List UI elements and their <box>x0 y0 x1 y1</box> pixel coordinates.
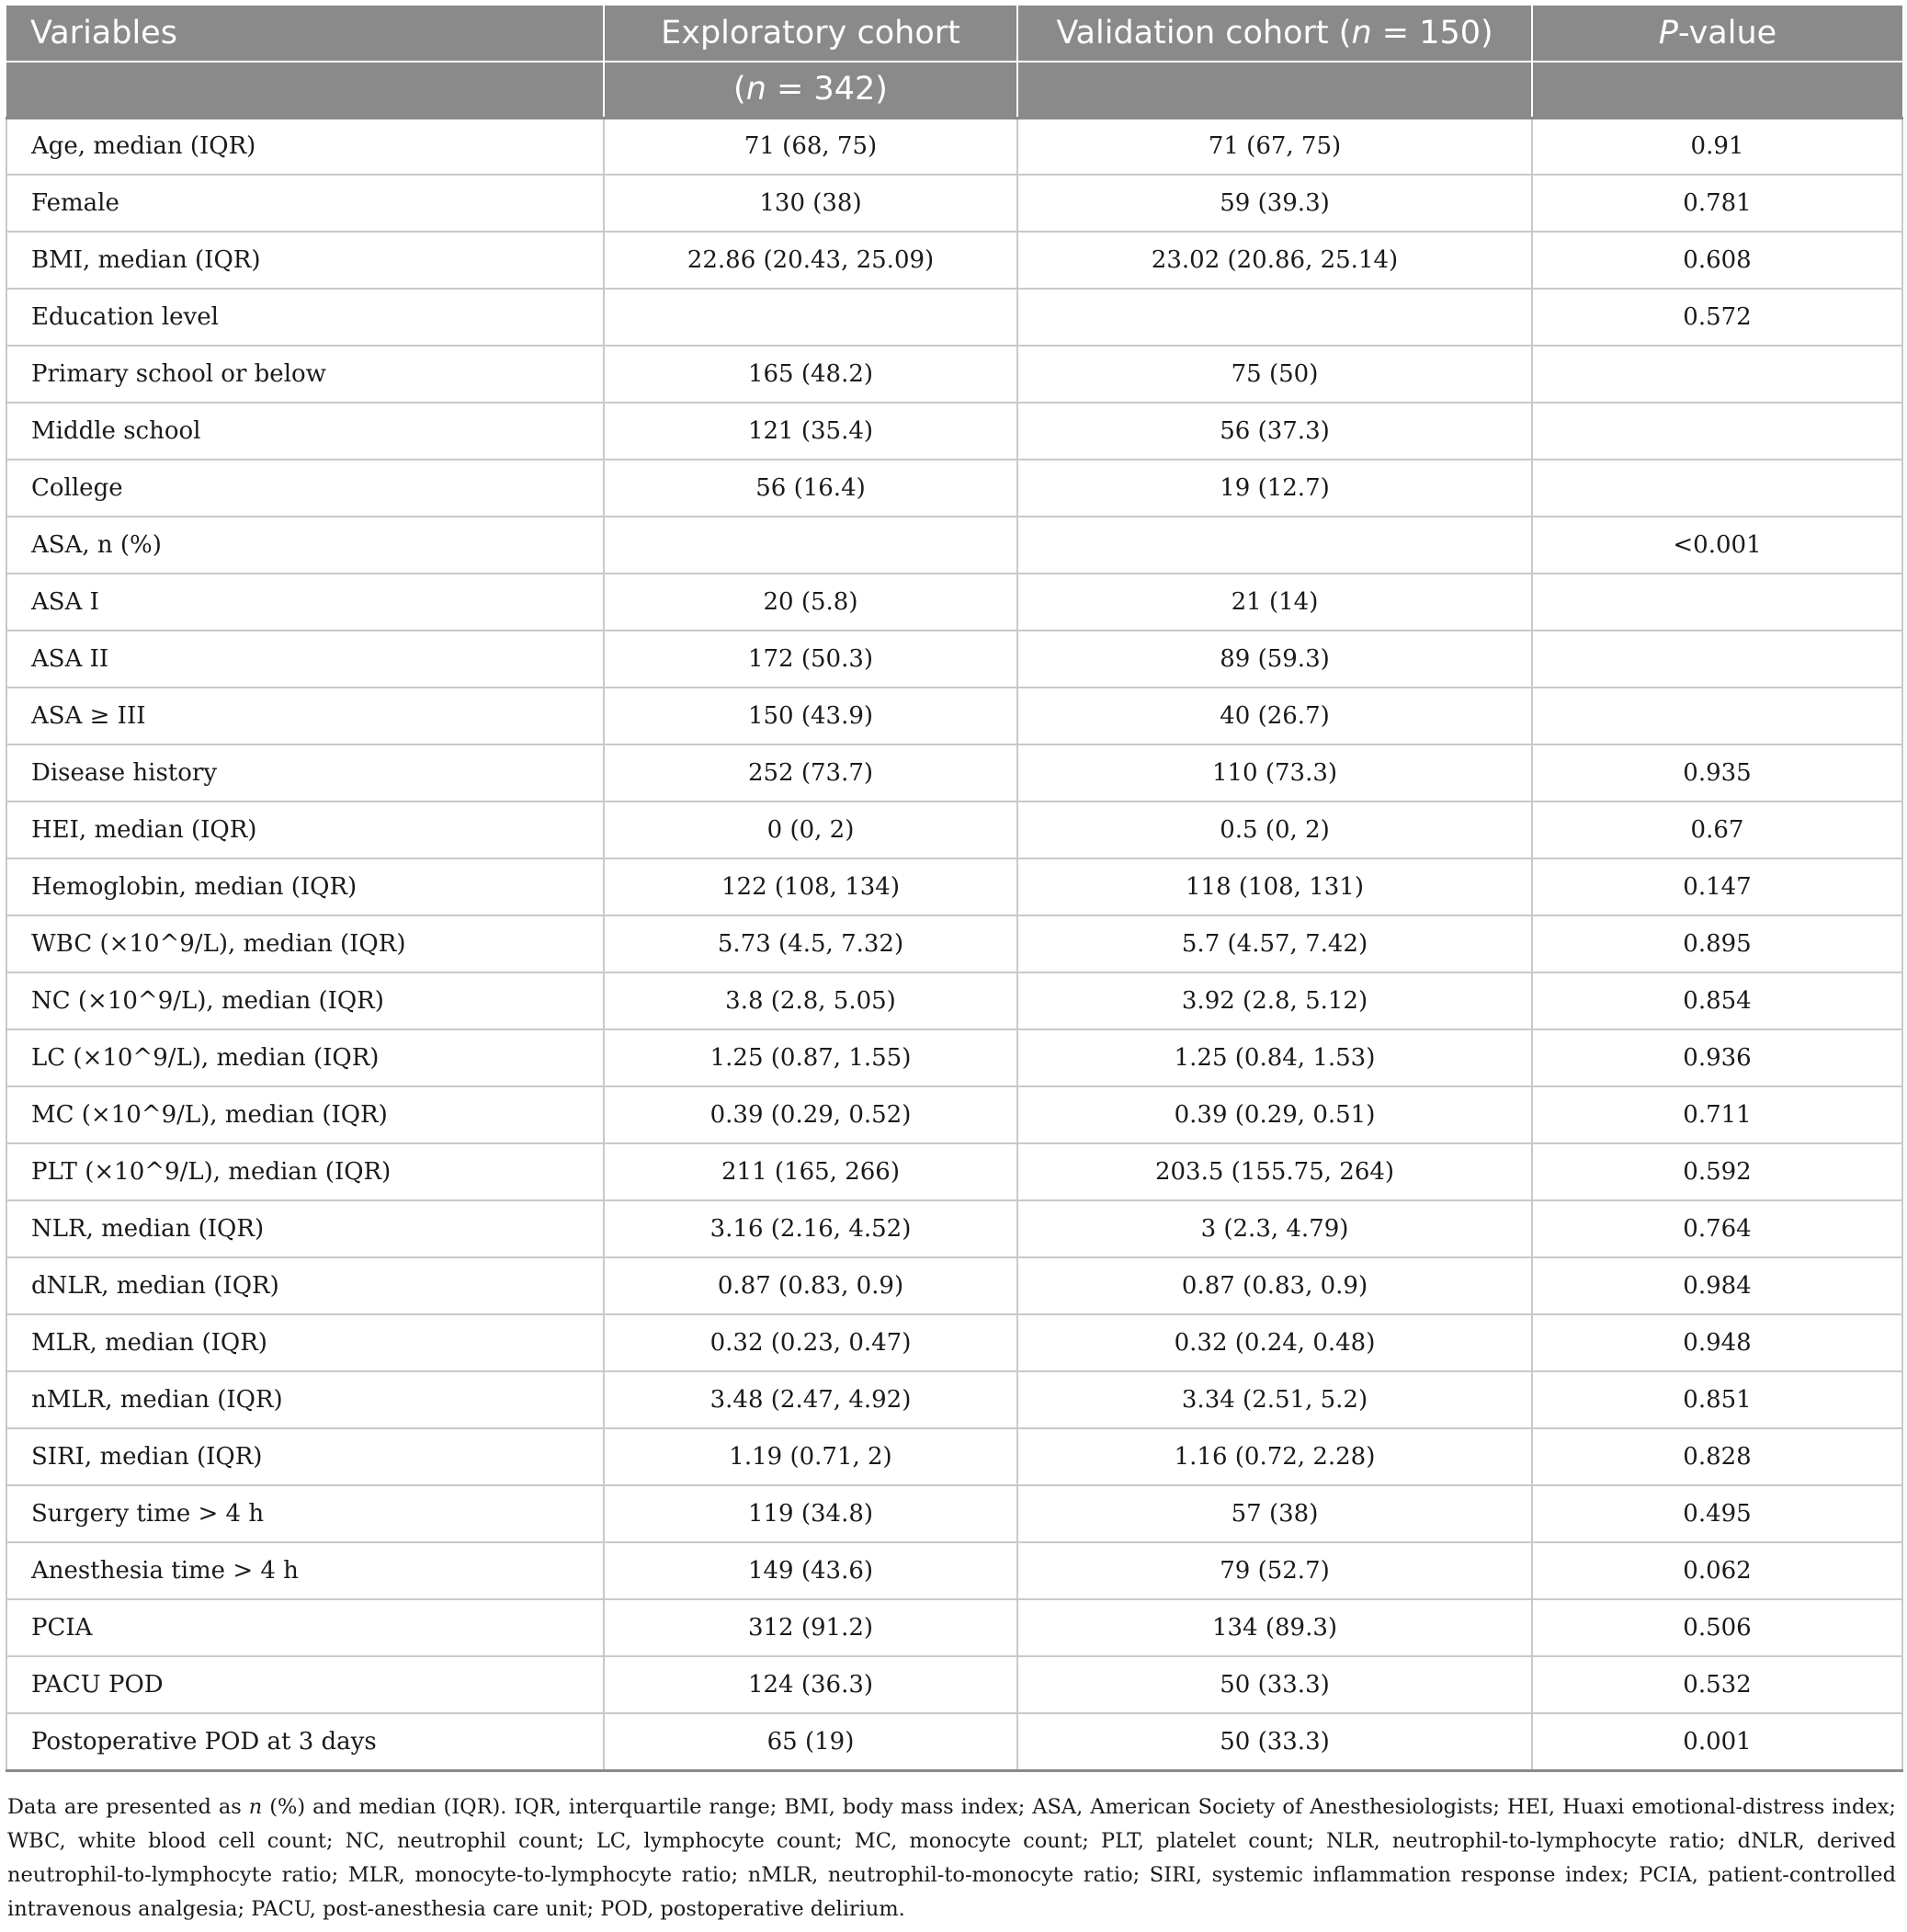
cell-variable: NC (×10^9/L), median (IQR) <box>6 972 604 1029</box>
cell-variable: Primary school or below <box>6 346 604 403</box>
table-body <box>6 118 1902 1770</box>
cell-validation: 0.5 (0, 2) <box>1017 801 1532 858</box>
cell-p-value: 0.781 <box>1532 175 1902 232</box>
table-row <box>6 1086 1902 1143</box>
cell-validation: 1.25 (0.84, 1.53) <box>1017 1029 1532 1086</box>
table-row <box>6 1485 1902 1542</box>
table-row <box>6 972 1902 1029</box>
cell-exploratory: 172 (50.3) <box>604 631 1017 688</box>
header-validation-cohort <box>1017 6 1532 62</box>
cell-p-value: 0.532 <box>1532 1656 1902 1713</box>
cell-p-value <box>1532 460 1902 517</box>
cell-p-value: 0.001 <box>1532 1713 1902 1770</box>
cell-variable: NLR, median (IQR) <box>6 1200 604 1257</box>
cell-variable: ASA II <box>6 631 604 688</box>
header-exploratory-n-open: ( <box>733 71 746 108</box>
cell-p-value: 0.91 <box>1532 118 1902 175</box>
cell-validation: 21 (14) <box>1017 574 1532 631</box>
table-row <box>6 1542 1902 1599</box>
table-row <box>6 289 1902 346</box>
cell-p-value: 0.935 <box>1532 744 1902 801</box>
cell-validation: 89 (59.3) <box>1017 631 1532 688</box>
table-row <box>6 1656 1902 1713</box>
cell-validation: 75 (50) <box>1017 346 1532 403</box>
cell-validation: 19 (12.7) <box>1017 460 1532 517</box>
cell-exploratory: 3.8 (2.8, 5.05) <box>604 972 1017 1029</box>
table-row <box>6 1029 1902 1086</box>
cell-p-value <box>1532 574 1902 631</box>
cell-p-value: 0.592 <box>1532 1143 1902 1200</box>
cell-variable: PLT (×10^9/L), median (IQR) <box>6 1143 604 1200</box>
cell-p-value: 0.984 <box>1532 1257 1902 1314</box>
cell-validation: 0.32 (0.24, 0.48) <box>1017 1314 1532 1371</box>
cell-exploratory: 0.32 (0.23, 0.47) <box>604 1314 1017 1371</box>
table-row <box>6 403 1902 460</box>
cell-validation: 71 (67, 75) <box>1017 118 1532 175</box>
cell-variable: Education level <box>6 289 604 346</box>
table-header <box>6 6 1902 118</box>
footnote-text: (%) and median (IQR). IQR, interquartile range; BMI, body mass index; ASA, American Society of Anesthesiologists; HEI, Huaxi emotional-distress index; WBC, white blood cell count; NC, neutrophil count; LC, lymphocyte count; MC, monocyte count; PLT, platelet count; NLR, neutrophil-to-lymphocyte ratio; dNLR, derived neutrophil-to-lymphocyte ratio; MLR, monocyte-to-lymphocyte ratio; nMLR, neutrophil-to-monocyte ratio; SIRI, systemic inflammation response index; PCIA, patient-controlled intravenous analgesia; PACU, post-anesthesia care unit; POD, postoperative delirium. <box>7 1795 1896 1921</box>
cell-validation: 56 (37.3) <box>1017 403 1532 460</box>
header-exploratory-n-count: = 342) <box>766 71 888 108</box>
cell-variable: Disease history <box>6 744 604 801</box>
table-row <box>6 744 1902 801</box>
cell-p-value: 0.936 <box>1532 1029 1902 1086</box>
cell-validation: 79 (52.7) <box>1017 1542 1532 1599</box>
header-variables: Variables <box>6 6 604 62</box>
cell-exploratory <box>604 517 1017 574</box>
baseline-characteristics-table <box>6 6 1903 1772</box>
cell-p-value: 0.608 <box>1532 232 1902 289</box>
cell-exploratory: 0 (0, 2) <box>604 801 1017 858</box>
cell-validation: 110 (73.3) <box>1017 744 1532 801</box>
cell-validation: 0.87 (0.83, 0.9) <box>1017 1257 1532 1314</box>
cell-exploratory: 65 (19) <box>604 1713 1017 1770</box>
cell-validation: 59 (39.3) <box>1017 175 1532 232</box>
header-exploratory-cohort: Exploratory cohort <box>604 6 1017 62</box>
table-row <box>6 1257 1902 1314</box>
cell-p-value <box>1532 631 1902 688</box>
cell-validation: 118 (108, 131) <box>1017 858 1532 915</box>
header-p-value <box>1532 6 1902 62</box>
cell-validation: 40 (26.7) <box>1017 688 1532 744</box>
header-row-2 <box>6 62 1902 118</box>
cell-p-value: 0.67 <box>1532 801 1902 858</box>
cell-validation: 57 (38) <box>1017 1485 1532 1542</box>
cell-p-value: 0.764 <box>1532 1200 1902 1257</box>
cell-variable: Anesthesia time > 4 h <box>6 1542 604 1599</box>
table-row <box>6 346 1902 403</box>
cell-variable: Postoperative POD at 3 days <box>6 1713 604 1770</box>
cell-exploratory: 119 (34.8) <box>604 1485 1017 1542</box>
table-row <box>6 574 1902 631</box>
header-p-suffix: -value <box>1677 15 1777 51</box>
cell-variable: MC (×10^9/L), median (IQR) <box>6 1086 604 1143</box>
cell-validation <box>1017 289 1532 346</box>
cell-validation: 3.34 (2.51, 5.2) <box>1017 1371 1532 1428</box>
cell-exploratory: 1.25 (0.87, 1.55) <box>604 1029 1017 1086</box>
cell-exploratory: 165 (48.2) <box>604 346 1017 403</box>
cell-variable: Surgery time > 4 h <box>6 1485 604 1542</box>
cell-p-value: 0.147 <box>1532 858 1902 915</box>
cell-variable: SIRI, median (IQR) <box>6 1428 604 1485</box>
table-row <box>6 688 1902 744</box>
cell-exploratory: 149 (43.6) <box>604 1542 1017 1599</box>
cell-exploratory: 1.19 (0.71, 2) <box>604 1428 1017 1485</box>
cell-variable: nMLR, median (IQR) <box>6 1371 604 1428</box>
header-validation-n: n <box>1351 15 1372 51</box>
cell-p-value <box>1532 403 1902 460</box>
cell-p-value: 0.506 <box>1532 1599 1902 1656</box>
table-row <box>6 175 1902 232</box>
header-exploratory-n <box>604 62 1017 118</box>
header-exploratory-n-letter: n <box>745 71 766 108</box>
table-row <box>6 460 1902 517</box>
cell-validation: 50 (33.3) <box>1017 1713 1532 1770</box>
cell-exploratory: 0.39 (0.29, 0.52) <box>604 1086 1017 1143</box>
cell-variable: PCIA <box>6 1599 604 1656</box>
cell-variable: Middle school <box>6 403 604 460</box>
cell-exploratory: 150 (43.9) <box>604 688 1017 744</box>
baseline-characteristics-table-container <box>6 6 1901 1772</box>
cell-variable: Female <box>6 175 604 232</box>
cell-variable: Hemoglobin, median (IQR) <box>6 858 604 915</box>
cell-variable: ASA I <box>6 574 604 631</box>
header-row-1 <box>6 6 1902 62</box>
cell-variable: BMI, median (IQR) <box>6 232 604 289</box>
cell-p-value: 0.828 <box>1532 1428 1902 1485</box>
cell-p-value: <0.001 <box>1532 517 1902 574</box>
cell-variable: College <box>6 460 604 517</box>
table-row <box>6 1428 1902 1485</box>
cell-p-value: 0.948 <box>1532 1314 1902 1371</box>
header-validation-count: = 150) <box>1371 15 1493 51</box>
table-row <box>6 232 1902 289</box>
cell-exploratory: 3.16 (2.16, 4.52) <box>604 1200 1017 1257</box>
cell-exploratory: 5.73 (4.5, 7.32) <box>604 915 1017 972</box>
header-empty-4 <box>1532 62 1902 118</box>
header-empty-1 <box>6 62 604 118</box>
table-row <box>6 915 1902 972</box>
table-row <box>6 1599 1902 1656</box>
cell-validation: 0.39 (0.29, 0.51) <box>1017 1086 1532 1143</box>
cell-validation <box>1017 517 1532 574</box>
cell-validation: 5.7 (4.57, 7.42) <box>1017 915 1532 972</box>
cell-p-value: 0.851 <box>1532 1371 1902 1428</box>
table-row <box>6 1200 1902 1257</box>
cell-exploratory: 211 (165, 266) <box>604 1143 1017 1200</box>
cell-variable: Age, median (IQR) <box>6 118 604 175</box>
cell-validation: 3.92 (2.8, 5.12) <box>1017 972 1532 1029</box>
table-row <box>6 858 1902 915</box>
cell-variable: dNLR, median (IQR) <box>6 1257 604 1314</box>
cell-exploratory: 56 (16.4) <box>604 460 1017 517</box>
cell-exploratory: 22.86 (20.43, 25.09) <box>604 232 1017 289</box>
cell-exploratory: 122 (108, 134) <box>604 858 1017 915</box>
cell-exploratory: 20 (5.8) <box>604 574 1017 631</box>
header-validation-label: Validation cohort ( <box>1056 15 1352 51</box>
cell-variable: PACU POD <box>6 1656 604 1713</box>
cell-variable: LC (×10^9/L), median (IQR) <box>6 1029 604 1086</box>
table-row <box>6 1713 1902 1770</box>
table-row <box>6 1314 1902 1371</box>
table-row <box>6 1371 1902 1428</box>
cell-validation: 1.16 (0.72, 2.28) <box>1017 1428 1532 1485</box>
header-p-letter: P <box>1658 15 1678 51</box>
cell-validation: 23.02 (20.86, 25.14) <box>1017 232 1532 289</box>
cell-p-value: 0.495 <box>1532 1485 1902 1542</box>
cell-exploratory: 0.87 (0.83, 0.9) <box>604 1257 1017 1314</box>
cell-variable: ASA ≥ III <box>6 688 604 744</box>
cell-variable: MLR, median (IQR) <box>6 1314 604 1371</box>
cell-exploratory: 124 (36.3) <box>604 1656 1017 1713</box>
cell-p-value <box>1532 346 1902 403</box>
cell-validation: 134 (89.3) <box>1017 1599 1532 1656</box>
table-row <box>6 1143 1902 1200</box>
table-row <box>6 631 1902 688</box>
cell-p-value: 0.711 <box>1532 1086 1902 1143</box>
cell-variable: HEI, median (IQR) <box>6 801 604 858</box>
header-empty-3 <box>1017 62 1532 118</box>
cell-p-value: 0.854 <box>1532 972 1902 1029</box>
table-row <box>6 517 1902 574</box>
cell-exploratory: 3.48 (2.47, 4.92) <box>604 1371 1017 1428</box>
cell-p-value: 0.572 <box>1532 289 1902 346</box>
cell-validation: 50 (33.3) <box>1017 1656 1532 1713</box>
cell-variable: ASA, n (%) <box>6 517 604 574</box>
cell-exploratory: 312 (91.2) <box>604 1599 1017 1656</box>
cell-exploratory: 252 (73.7) <box>604 744 1017 801</box>
cell-exploratory <box>604 289 1017 346</box>
cell-exploratory: 121 (35.4) <box>604 403 1017 460</box>
footnote-prefix: Data are presented as <box>7 1795 249 1819</box>
table-row <box>6 118 1902 175</box>
footnote-italic-n: n <box>248 1795 263 1819</box>
cell-exploratory: 71 (68, 75) <box>604 118 1017 175</box>
cell-p-value <box>1532 688 1902 744</box>
cell-validation: 203.5 (155.75, 264) <box>1017 1143 1532 1200</box>
cell-validation: 3 (2.3, 4.79) <box>1017 1200 1532 1257</box>
table-footnote <box>7 1790 1896 1926</box>
cell-exploratory: 130 (38) <box>604 175 1017 232</box>
cell-p-value: 0.895 <box>1532 915 1902 972</box>
table-row <box>6 801 1902 858</box>
cell-p-value: 0.062 <box>1532 1542 1902 1599</box>
cell-variable: WBC (×10^9/L), median (IQR) <box>6 915 604 972</box>
